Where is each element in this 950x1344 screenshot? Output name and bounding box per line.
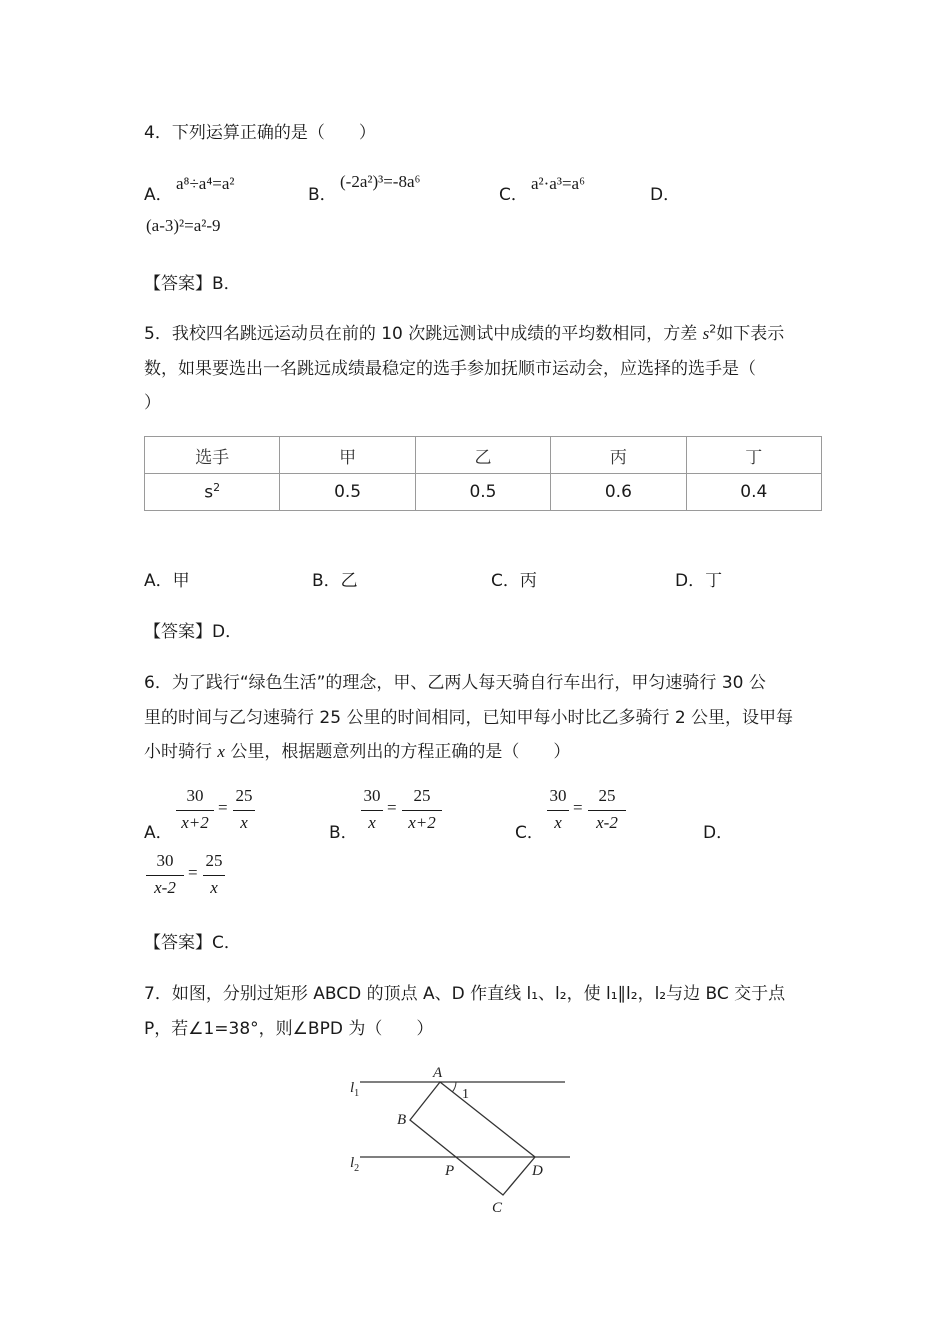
frac-denominator: x <box>240 813 248 832</box>
q4-answer: 【答案】B． <box>144 274 241 294</box>
q6-stem-line2: 里的时间与乙匀速骑行 25 公里的时间相同，已知甲每小时比乙多骑行 2 公里，设甲每 <box>144 708 794 728</box>
frac-numerator: 30 <box>156 851 174 870</box>
q4-option-a-expr: a⁸÷a⁴=a² <box>176 174 235 193</box>
frac-bar <box>547 810 569 811</box>
frac-denominator: x+2 <box>181 813 209 832</box>
frac-numerator: 25 <box>413 786 431 805</box>
frac-numerator: 30 <box>549 786 567 805</box>
q4-option-c-expr: a²·a³=a⁶ <box>531 174 586 193</box>
frac-denominator: x+2 <box>408 813 436 832</box>
table-header-row <box>145 437 822 474</box>
q5-stem-line2: 数，如果要选出一名跳远成绩最稳定的选手参加抚顺市运动会，应选择的选手是（ <box>144 359 756 379</box>
q7-stem-line2: P，若∠1=38°，则∠BPD 为（ ） <box>144 1019 434 1039</box>
q6-stem-line3-a: 小时骑行 <box>144 742 218 762</box>
table-cell: 0.5 <box>280 474 415 511</box>
q4-option-c-label: C． <box>499 185 528 205</box>
frac-numerator: 25 <box>598 786 616 805</box>
frac-denominator: x <box>210 878 218 897</box>
label-p: P <box>445 1163 455 1179</box>
q5-stem-line1 <box>144 319 784 344</box>
label-c: C <box>492 1200 503 1216</box>
equals-sign: = <box>573 798 583 817</box>
q4-option-d-expr: (a-3)²=a²-9 <box>146 216 221 235</box>
q6-answer: 【答案】C． <box>144 933 241 953</box>
table-header-cell: 甲 <box>280 437 415 474</box>
label-d: D <box>532 1163 543 1179</box>
q5-variance-symbol: s <box>702 324 710 343</box>
q4-stem: 4．下列运算正确的是（ ） <box>144 123 376 143</box>
q5-stem-part1: 5．我校四名跳远运动员在前的 10 次跳远测试中成绩的平均数相同，方差 <box>144 324 703 344</box>
label-l2-sub: 2 <box>354 1163 360 1174</box>
q4-option-a-label: A． <box>144 185 173 205</box>
label-a: A <box>433 1065 443 1081</box>
q5-option-c: C．丙 <box>491 571 537 591</box>
q5-stem-line3: ） <box>144 393 161 413</box>
q7-stem-line1: 7．如图，分别过矩形 ABCD 的顶点 A、D 作直线 l₁、l₂，使 l₁∥l₂，l₂与边 BC 交于点 <box>144 984 786 1004</box>
frac-denominator: x-2 <box>596 813 618 832</box>
table-cell: 0.4 <box>686 474 821 511</box>
q6-stem-line3 <box>144 737 570 762</box>
table-header-cell: 丙 <box>551 437 686 474</box>
table-row-label-sup: 2 <box>213 481 221 495</box>
q6-option-a-label: A． <box>144 823 173 843</box>
frac-denominator: x <box>554 813 562 832</box>
frac-denominator: x <box>368 813 376 832</box>
q5-option-b: B．乙 <box>312 571 358 591</box>
frac-numerator: 30 <box>186 786 204 805</box>
q5-variance-table <box>144 436 822 511</box>
angle-1-arc <box>453 1082 456 1092</box>
q5-option-a: A．甲 <box>144 571 190 591</box>
frac-bar <box>588 810 626 811</box>
frac-bar <box>176 810 214 811</box>
q6-option-d-equation <box>146 851 236 901</box>
equals-sign: = <box>188 863 198 882</box>
q5-stem-part2: 如下表示 <box>716 324 785 344</box>
label-b: B <box>397 1112 407 1128</box>
frac-bar <box>402 810 442 811</box>
q7-geometry-figure <box>340 1060 580 1220</box>
label-l1-main: l <box>350 1080 355 1096</box>
q4-option-d-label: D． <box>650 185 681 205</box>
frac-bar <box>361 810 383 811</box>
q5-variance-sup: 2 <box>709 322 717 336</box>
q6-stem-line1: 6．为了践行“绿色生活”的理念，甲、乙两人每天骑自行车出行，甲匀速骑行 30 公 <box>144 673 766 693</box>
equals-sign: = <box>218 798 228 817</box>
frac-denominator: x-2 <box>154 878 176 897</box>
table-header-cell: 选手 <box>145 437 280 474</box>
label-l1 <box>350 1080 359 1099</box>
frac-bar <box>146 875 184 876</box>
equals-sign: = <box>387 798 397 817</box>
q6-option-c-equation <box>547 786 637 836</box>
q6-stem-line3-b: 公里，根据题意列出的方程正确的是（ ） <box>224 742 571 762</box>
q6-option-b-equation <box>361 786 451 836</box>
table-row-label <box>145 474 280 511</box>
q6-option-c-label: C． <box>515 823 544 843</box>
q5-answer: 【答案】D． <box>144 622 243 642</box>
frac-numerator: 30 <box>363 786 381 805</box>
q5-option-d: D．丁 <box>675 571 723 591</box>
frac-numerator: 25 <box>235 786 253 805</box>
table-cell: 0.5 <box>415 474 550 511</box>
label-l1-sub: 1 <box>354 1088 360 1099</box>
q4-option-b-label: B． <box>308 185 337 205</box>
frac-bar <box>203 875 225 876</box>
table-cell: 0.6 <box>551 474 686 511</box>
rectangle-abcd <box>410 1082 535 1195</box>
table-header-cell: 乙 <box>415 437 550 474</box>
label-angle-1: 1 <box>462 1087 469 1102</box>
frac-numerator: 25 <box>205 851 223 870</box>
label-l2-main: l <box>350 1155 355 1171</box>
q6-option-d-label: D． <box>703 823 734 843</box>
table-row <box>145 474 822 511</box>
q6-var-x: x <box>217 742 225 761</box>
table-row-label-text: s <box>204 482 214 503</box>
q4-option-b-expr: (-2a²)³=-8a⁶ <box>340 172 421 191</box>
table-header-cell: 丁 <box>686 437 821 474</box>
frac-bar <box>233 810 255 811</box>
label-l2 <box>350 1155 359 1174</box>
q6-option-a-equation <box>176 786 266 836</box>
q6-option-b-label: B． <box>329 823 358 843</box>
